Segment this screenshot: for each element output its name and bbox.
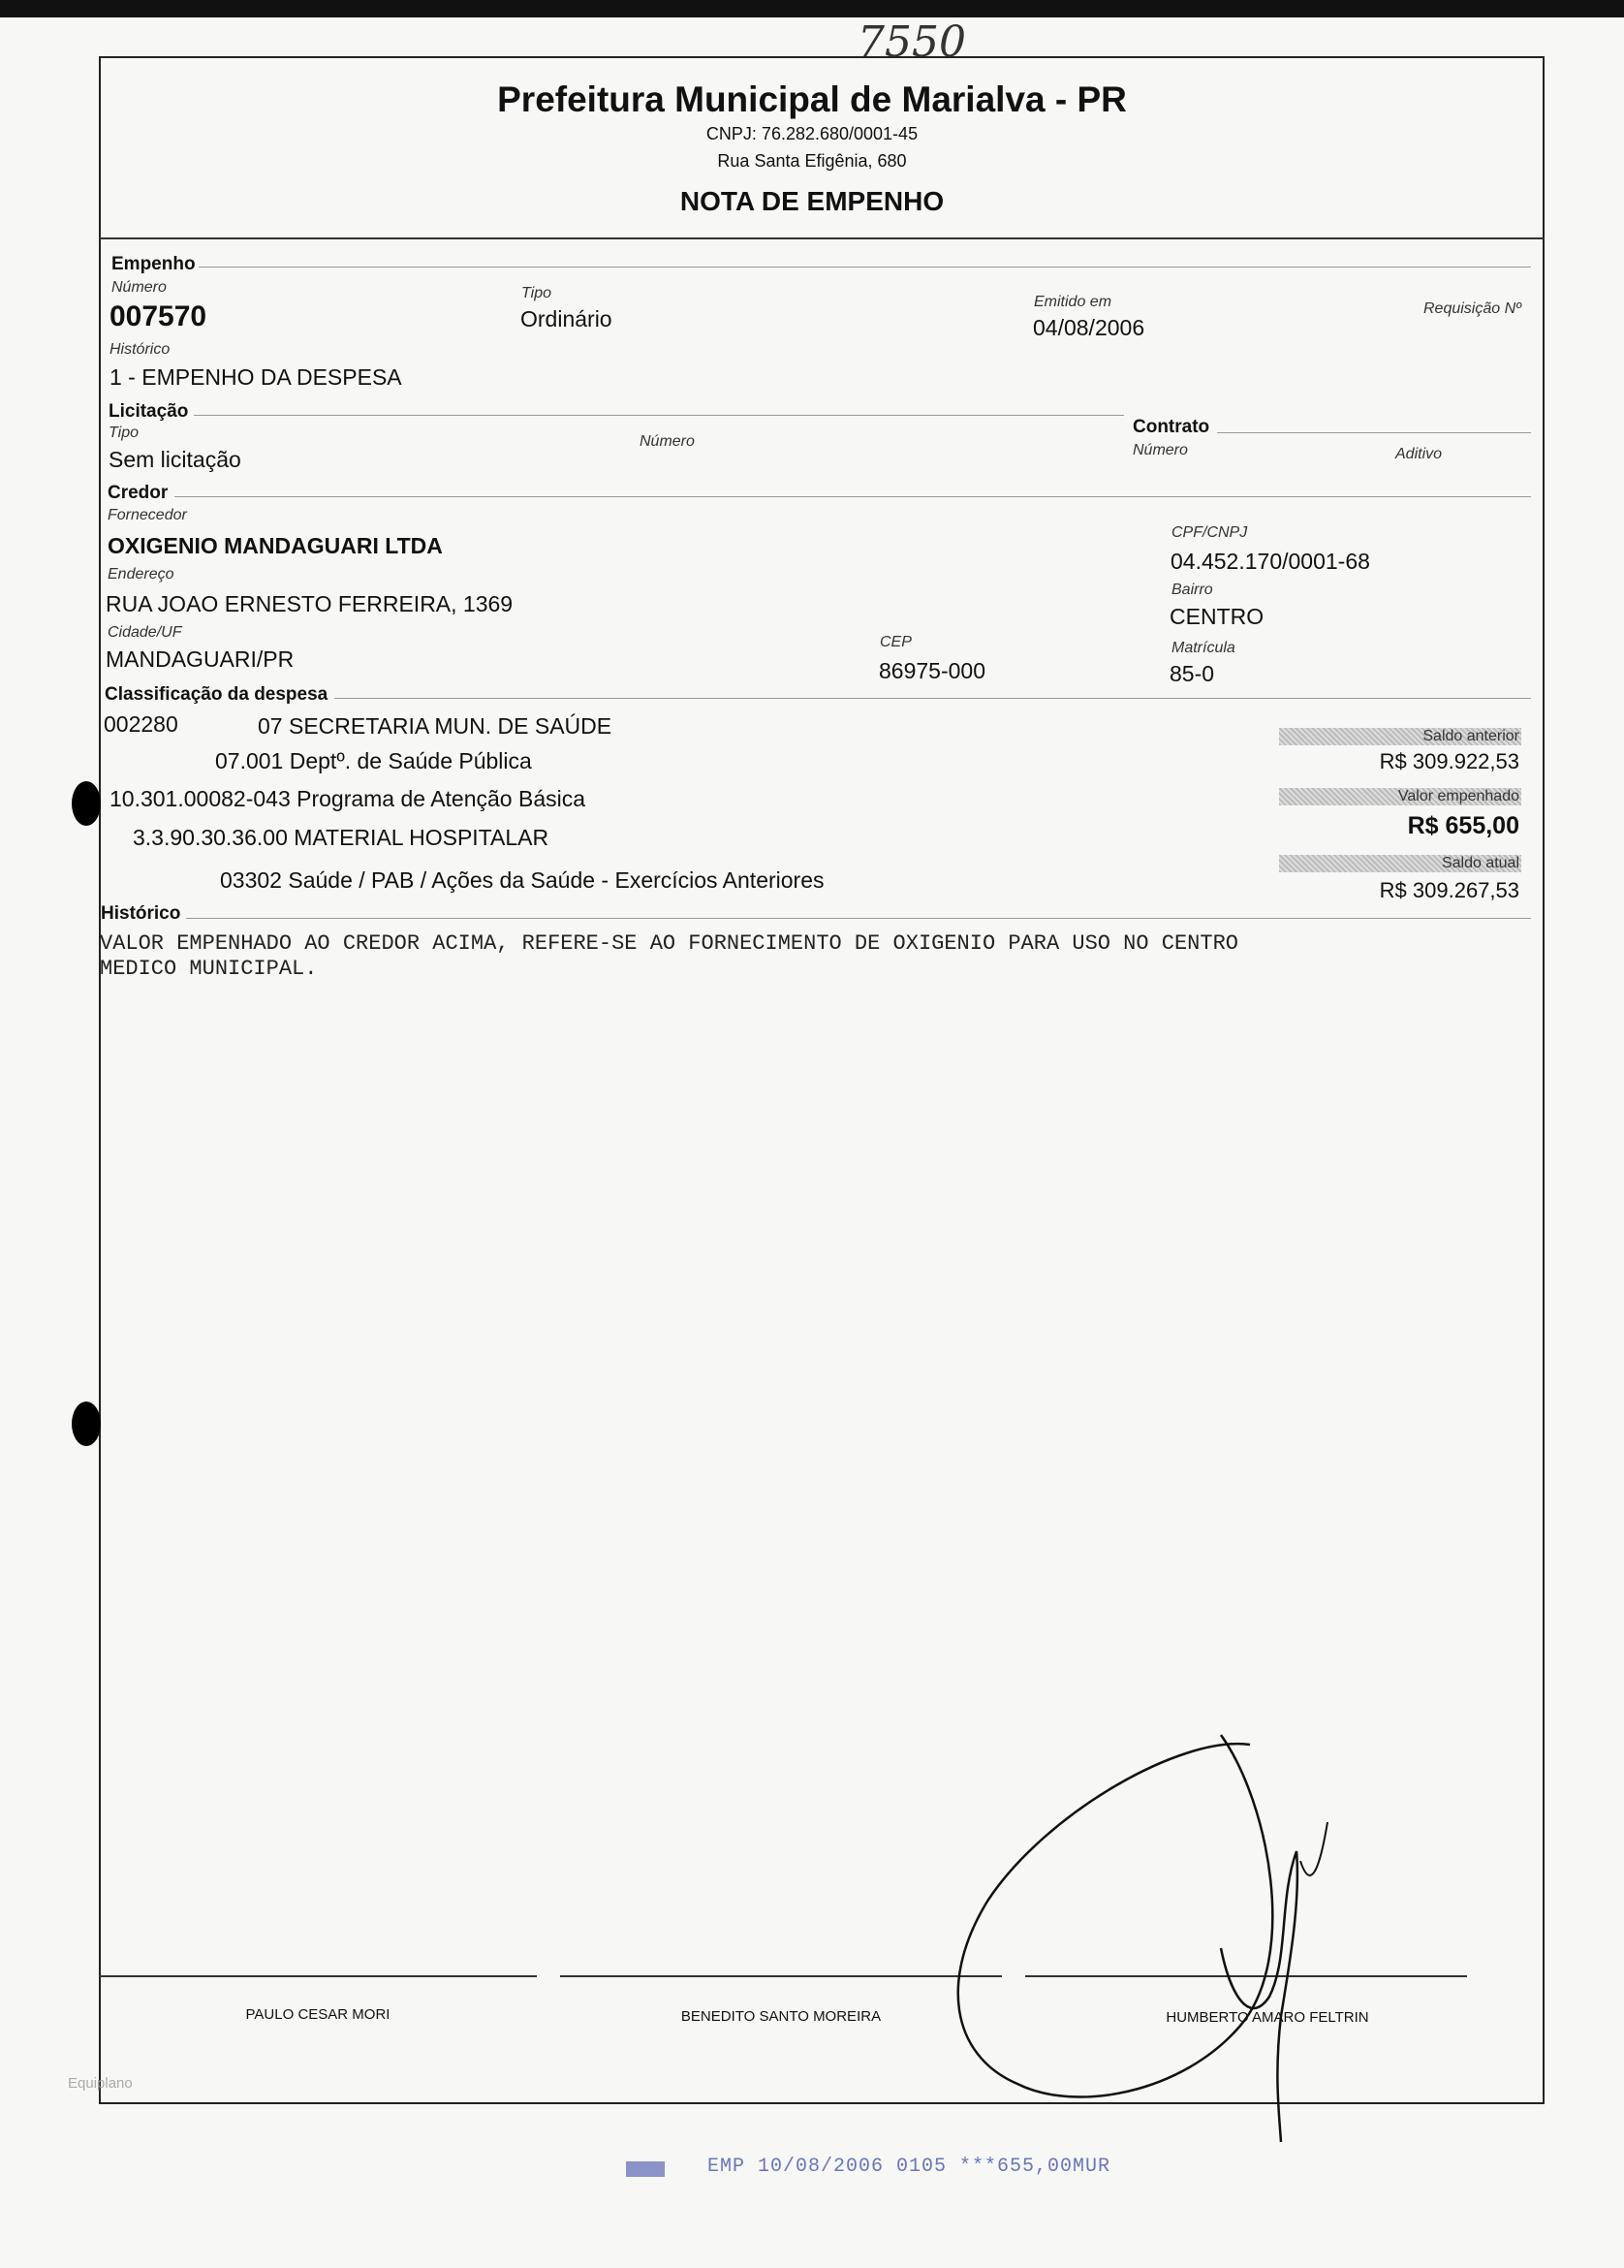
signature-line-1 <box>99 1975 537 1977</box>
handwritten-number: 7550 <box>858 17 966 67</box>
classificacao-line4: 3.3.90.30.36.00 MATERIAL HOSPITALAR <box>133 825 549 850</box>
section-rule <box>174 496 1531 497</box>
header-address: Rua Santa Efigênia, 680 <box>717 151 907 171</box>
header-divider <box>99 237 1545 239</box>
scan-top-edge <box>0 0 1624 17</box>
contrato-numero-label: Número <box>1133 442 1188 458</box>
cidade-label: Cidade/UF <box>108 624 182 641</box>
section-empenho: Empenho <box>111 254 196 274</box>
classificacao-line3: 10.301.00082-043 Programa de Atenção Básica <box>109 786 586 811</box>
endereco-label: Endereço <box>108 566 174 583</box>
fornecedor-label: Fornecedor <box>108 507 187 523</box>
signature-name-3: HUMBERTO AMARO FELTRIN <box>1166 2009 1369 2026</box>
matricula-label: Matrícula <box>1171 640 1235 656</box>
footer-brand: Equiplano <box>68 2075 133 2092</box>
classificacao-line1: 07 SECRETARIA MUN. DE SAÚDE <box>258 713 612 739</box>
bairro-label: Bairro <box>1171 582 1213 598</box>
saldo-anterior-value: R$ 309.922,53 <box>1379 749 1519 773</box>
historico-line2: MEDICO MUNICIPAL. <box>100 957 318 981</box>
licitacao-tipo-label: Tipo <box>109 425 139 441</box>
empenho-tipo: Ordinário <box>520 306 612 331</box>
emitido-label: Emitido em <box>1034 294 1112 310</box>
cpf-value: 04.452.170/0001-68 <box>1171 549 1370 574</box>
stamp-mark <box>626 2161 665 2177</box>
cidade-value: MANDAGUARI/PR <box>106 646 295 672</box>
section-rule <box>186 918 1531 919</box>
matricula-value: 85-0 <box>1170 661 1215 686</box>
saldo-atual-label: Saldo atual <box>1441 855 1519 871</box>
section-historico: Histórico <box>101 903 181 924</box>
licitacao-numero-label: Número <box>640 433 695 450</box>
bairro-value: CENTRO <box>1170 604 1265 629</box>
section-rule <box>194 415 1124 416</box>
requisicao-label: Requisição Nº <box>1423 300 1521 317</box>
contrato-aditivo-label: Aditivo <box>1395 446 1443 462</box>
section-rule <box>334 698 1531 699</box>
signature-name-1: PAULO CESAR MORI <box>245 2006 390 2023</box>
fornecedor-name: OXIGENIO MANDAGUARI LTDA <box>108 533 443 558</box>
cep-value: 86975-000 <box>879 658 985 683</box>
cpf-label: CPF/CNPJ <box>1171 524 1248 541</box>
emitido-date: 04/08/2006 <box>1033 315 1145 340</box>
section-rule <box>1217 432 1531 433</box>
licitacao-tipo: Sem licitação <box>109 447 241 472</box>
classificacao-code: 002280 <box>104 711 178 737</box>
historico-label: Histórico <box>109 341 171 358</box>
punch-hole-top <box>72 781 101 826</box>
section-licitacao: Licitação <box>109 401 189 422</box>
page-title: Prefeitura Municipal de Marialva - PR <box>497 79 1127 119</box>
empenho-tipo-label: Tipo <box>521 285 551 301</box>
punch-hole-bottom <box>72 1402 101 1446</box>
empenho-numero-label: Número <box>111 279 167 296</box>
classificacao-line5: 03302 Saúde / PAB / Ações da Saúde - Exercícios Anteriores <box>220 867 825 893</box>
saldo-atual-value: R$ 309.267,53 <box>1379 878 1519 902</box>
header-cnpj: CNPJ: 76.282.680/0001-45 <box>705 124 919 143</box>
historico-line1: VALOR EMPENHADO AO CREDOR ACIMA, REFERE-SE AO FORNECIMENTO DE OXIGENIO PARA USO NO CENTRO <box>100 931 1238 956</box>
section-contrato: Contrato <box>1133 417 1210 437</box>
handwritten-signature <box>930 1706 1376 2152</box>
empenho-numero: 007570 <box>109 300 207 332</box>
section-credor: Credor <box>108 483 169 503</box>
bank-stamp: EMP 10/08/2006 0105 ***655,00MUR <box>707 2156 1111 2178</box>
document-title: NOTA DE EMPENHO <box>679 186 945 216</box>
saldo-anterior-label: Saldo anterior <box>1422 728 1519 744</box>
signature-name-2: BENEDITO SANTO MOREIRA <box>680 2008 882 2025</box>
valor-empenhado-value: R$ 655,00 <box>1407 812 1519 839</box>
cep-label: CEP <box>880 634 912 650</box>
classificacao-line2: 07.001 Deptº. de Saúde Pública <box>215 748 532 773</box>
section-rule <box>199 267 1531 268</box>
empenho-historico: 1 - EMPENHO DA DESPESA <box>109 364 402 390</box>
endereco-value: RUA JOAO ERNESTO FERREIRA, 1369 <box>106 591 514 616</box>
valor-empenhado-label: Valor empenhado <box>1397 788 1519 804</box>
section-classificacao: Classificação da despesa <box>105 684 328 705</box>
